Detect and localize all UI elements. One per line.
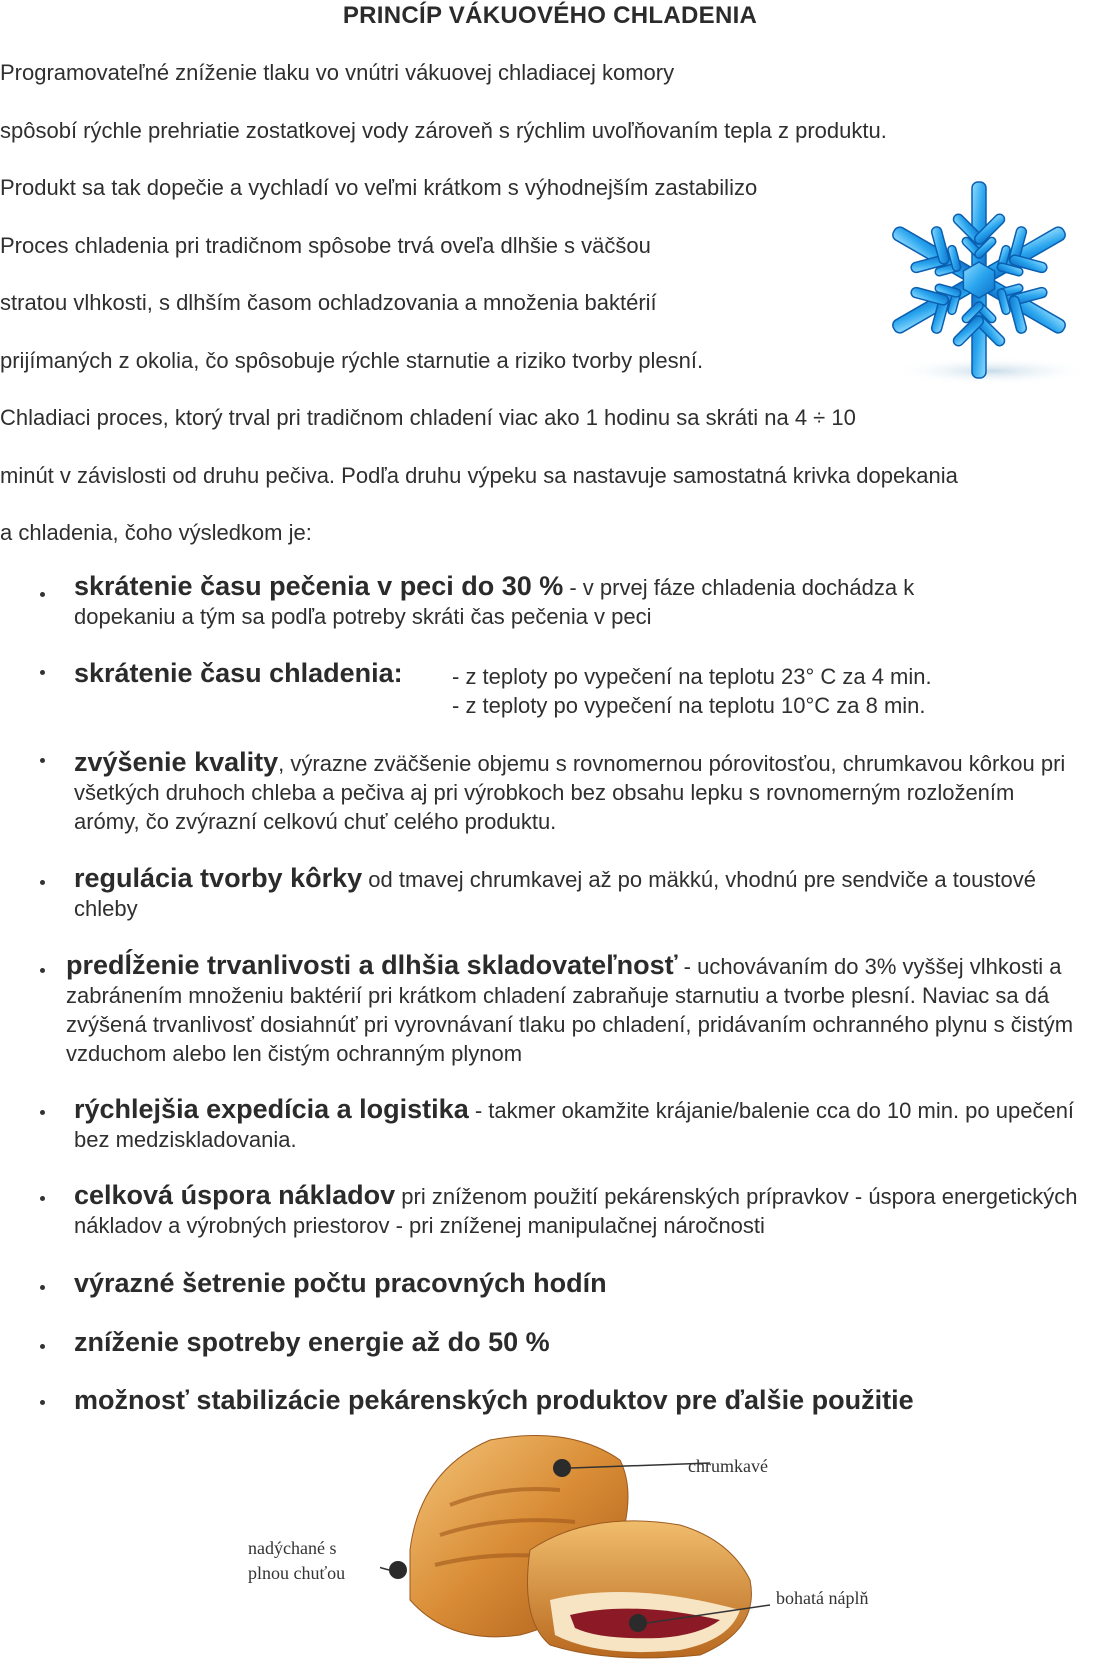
callout-fluffy-line: nadýchané s (248, 1538, 337, 1558)
list-item-text: - z teploty po vypečení na teplotu 23° C za 4 min. (452, 664, 932, 689)
bullet-dot (40, 670, 45, 675)
list-item-text: od tmavej chrumkavej až po mäkkú, vhodnú pre sendviče a toustové chleby (74, 867, 1036, 921)
list-item-title: skrátenie času chladenia: (74, 658, 403, 688)
bullet-dot (40, 1285, 45, 1290)
list-item-title: rýchlejšia expedícia a logistika (74, 1094, 469, 1124)
list-item (74, 1095, 1084, 1154)
callout-fluffy (248, 1536, 345, 1586)
intro-line: prijímaných z okolia, čo spôsobuje rýchle starnutie a riziko tvorby plesní. (0, 347, 704, 373)
list-item-text: - takmer okamžite krájanie/balenie cca do 10 min. po upečení bez medziskladovania. (74, 1098, 1075, 1152)
bullet-dot (40, 758, 45, 763)
list-item-title: regulácia tvorby kôrky (74, 863, 363, 893)
bullet-dot (40, 592, 45, 597)
bullet-dot (40, 880, 45, 885)
list-item-title: celková úspora nákladov (74, 1180, 396, 1210)
list-item-title: možnosť stabilizácie pekárenských produktov pre ďalšie použitie (74, 1385, 914, 1415)
callout-filling: bohatá náplň (776, 1588, 869, 1608)
bullet-dot (40, 968, 45, 973)
intro-line: Proces chladenia pri tradičnom spôsobe trvá oveľa dlhšie s väčšou (0, 232, 651, 258)
bullet-dot (40, 1110, 45, 1115)
intro-line: spôsobí rýchle prehriatie zostatkovej vody zároveň s rýchlim uvoľňovaním tepla z produktu. (0, 117, 887, 143)
snowflake-icon (874, 175, 1094, 395)
list-item-text: , výrazne zväčšenie objemu s rovnomernou pórovitosťou, chrumkavou kôrkou pri všetkých druhoch chleba a pečiva aj pri výrobkoch bez obsahu lepku s rovnomerným rozložením arómy, čo zvýrazní celkovú chuť celého produktu. (74, 751, 1066, 834)
list-item-text: - z teploty po vypečení na teplotu 10°C za 8 min. (452, 693, 926, 718)
bullet-dot (40, 1196, 45, 1201)
intro-line: Chladiaci proces, ktorý trval pri tradičnom chladení viac ako 1 hodinu sa skráti na 4 ÷ 10 (0, 405, 856, 430)
bullet-dot (40, 1400, 45, 1405)
bullet-dot (40, 1344, 45, 1349)
list-item-title: predĺženie trvanlivosti a dlhšia skladovateľnosť (66, 950, 678, 980)
intro-line: stratou vlhkosti, s dlhším časom ochladzovania a množenia baktérií (0, 290, 657, 315)
list-item-title: výrazné šetrenie počtu pracovných hodín (74, 1268, 607, 1298)
list-item-text: - uchovávaním do 3% vyššej vlhkosti a zabránením množeniu baktérií pri krátkom chladení zabraňuje starnutiu a tvorbe plesní. Naviac sa dá zvýšená trvanlivosť dosiahnúť pri vyrovnávaní tlaku po chladení, pridávaním ochranného plynu s čistým vzduchom alebo len čistým ochranným plynom (66, 954, 1074, 1066)
list-item (74, 1181, 1084, 1240)
callout-crispy: chrumkavé (688, 1456, 768, 1476)
list-item-text: pri zníženom použití pekárenských prípravkov - úspora energetických nákladov a výrobných priestorov - pri zníženej manipulačnej náročnosti (74, 1184, 1078, 1238)
intro-line: Programovateľné zníženie tlaku vo vnútri vákuovej chladiacej komory (0, 60, 675, 85)
list-item-title: zvýšenie kvality (74, 747, 279, 777)
intro-line: a chladenia, čoho výsledkom je: (0, 520, 312, 545)
list-item (74, 572, 1014, 631)
list-item-title: skrátenie času pečenia v peci do 30 % (74, 571, 564, 601)
page-title: PRINCÍP VÁKUOVÉHO CHLADENIA (342, 2, 758, 29)
list-item-text: - v prvej fáze chladenia dochádza k dopekaniu a tým sa podľa potreby skráti čas pečenia v peci (74, 575, 915, 629)
list-item (66, 951, 1084, 1068)
callout-fluffy-line: plnou chuťou (248, 1563, 346, 1583)
list-item (74, 748, 1084, 836)
intro-line: Produkt sa tak dopečie a vychladí vo veľmi krátkom s výhodnejším zastabilizo (0, 175, 758, 200)
list-item (74, 864, 1064, 923)
list-item-title: zníženie spotreby energie až do 50 % (74, 1327, 550, 1357)
intro-line: minút v závislosti od druhu pečiva. Podľa druhu výpeku sa nastavuje samostatná krivka dopekania (0, 462, 958, 488)
